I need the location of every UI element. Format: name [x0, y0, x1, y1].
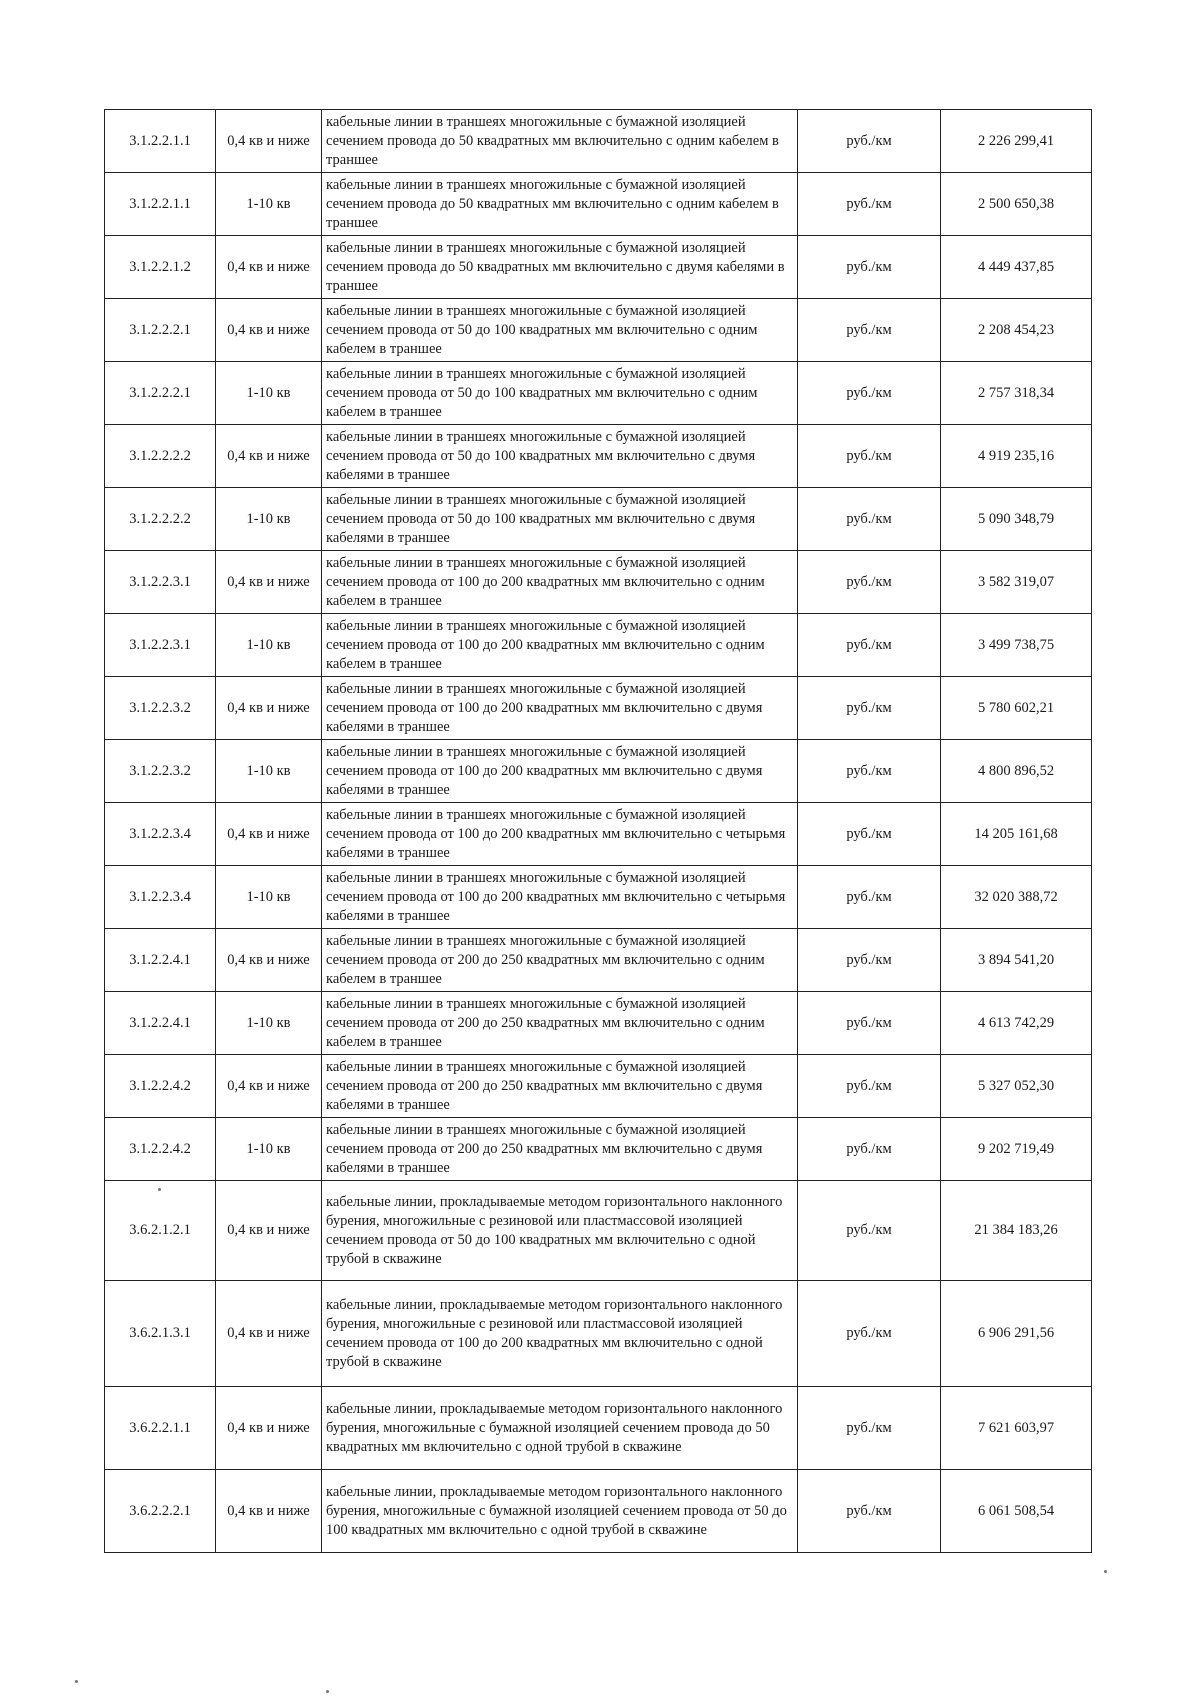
row-voltage: 0,4 кв и ниже [216, 236, 322, 299]
row-description: кабельные линии в траншеях многожильные с бумажной изоляцией сечением провода от 200 до 250 квадратных мм включительно с двумя кабелями в траншее [322, 1055, 798, 1118]
row-description: кабельные линии в траншеях многожильные с бумажной изоляцией сечением провода от 100 до 200 квадратных мм включительно с четырьмя кабелями в траншее [322, 803, 798, 866]
row-unit: руб./км [798, 929, 941, 992]
row-code: 3.1.2.2.4.2 [105, 1055, 216, 1118]
row-voltage: 0,4 кв и ниже [216, 1055, 322, 1118]
row-code: 3.1.2.2.3.1 [105, 614, 216, 677]
row-unit: руб./км [798, 1181, 941, 1281]
table-row [105, 1281, 1092, 1387]
row-code: 3.1.2.2.4.2 [105, 1118, 216, 1181]
row-unit: руб./км [798, 614, 941, 677]
row-code: 3.1.2.2.3.2 [105, 677, 216, 740]
row-voltage: 0,4 кв и ниже [216, 1281, 322, 1387]
table-row [105, 1118, 1092, 1181]
row-code: 3.1.2.2.1.2 [105, 236, 216, 299]
row-description: кабельные линии в траншеях многожильные с бумажной изоляцией сечением провода от 200 до 250 квадратных мм включительно с двумя кабелями в траншее [322, 1118, 798, 1181]
row-code: 3.1.2.2.2.2 [105, 488, 216, 551]
row-voltage: 1-10 кв [216, 173, 322, 236]
row-voltage: 0,4 кв и ниже [216, 929, 322, 992]
row-description: кабельные линии в траншеях многожильные с бумажной изоляцией сечением провода от 50 до 100 квадратных мм включительно с двумя кабелями в траншее [322, 425, 798, 488]
table-row [105, 173, 1092, 236]
row-price: 14 205 161,68 [941, 803, 1092, 866]
row-description: кабельные линии, прокладываемые методом горизонтального наклонного бурения, многожильные с резиновой или пластмассовой изоляцией сечением провода от 50 до 100 квадратных мм включительно с одной трубой в скважине [322, 1181, 798, 1281]
row-code: 3.1.2.2.4.1 [105, 992, 216, 1055]
table-row [105, 425, 1092, 488]
row-price: 3 894 541,20 [941, 929, 1092, 992]
row-price: 2 757 318,34 [941, 362, 1092, 425]
row-unit: руб./км [798, 173, 941, 236]
tariff-table-body [105, 110, 1092, 1553]
row-description: кабельные линии в траншеях многожильные с бумажной изоляцией сечением провода от 50 до 100 квадратных мм включительно с одним кабелем в траншее [322, 362, 798, 425]
row-price: 6 061 508,54 [941, 1470, 1092, 1553]
row-code: 3.1.2.2.4.1 [105, 929, 216, 992]
row-code: 3.1.2.2.3.1 [105, 551, 216, 614]
row-description: кабельные линии, прокладываемые методом горизонтального наклонного бурения, многожильные с бумажной изоляцией сечением провода до 50 квадратных мм включительно с одной трубой в скважине [322, 1387, 798, 1470]
row-price: 4 613 742,29 [941, 992, 1092, 1055]
row-price: 7 621 603,97 [941, 1387, 1092, 1470]
row-description: кабельные линии в траншеях многожильные с бумажной изоляцией сечением провода от 100 до 200 квадратных мм включительно с одним кабелем в траншее [322, 551, 798, 614]
row-unit: руб./км [798, 1387, 941, 1470]
row-unit: руб./км [798, 299, 941, 362]
row-code: 3.6.2.2.2.1 [105, 1470, 216, 1553]
row-voltage: 1-10 кв [216, 362, 322, 425]
row-description: кабельные линии в траншеях многожильные с бумажной изоляцией сечением провода от 100 до 200 квадратных мм включительно с четырьмя кабелями в траншее [322, 866, 798, 929]
row-price: 6 906 291,56 [941, 1281, 1092, 1387]
row-price: 5 327 052,30 [941, 1055, 1092, 1118]
row-unit: руб./км [798, 866, 941, 929]
row-code: 3.1.2.2.2.2 [105, 425, 216, 488]
row-unit: руб./км [798, 110, 941, 173]
row-voltage: 0,4 кв и ниже [216, 1470, 322, 1553]
row-voltage: 0,4 кв и ниже [216, 803, 322, 866]
row-unit: руб./км [798, 677, 941, 740]
table-row [105, 929, 1092, 992]
row-price: 5 090 348,79 [941, 488, 1092, 551]
row-description: кабельные линии, прокладываемые методом горизонтального наклонного бурения, многожильные с резиновой или пластмассовой изоляцией сечением провода от 100 до 200 квадратных мм включительно с одной трубой в скважине [322, 1281, 798, 1387]
row-price: 5 780 602,21 [941, 677, 1092, 740]
row-code: 3.1.2.2.2.1 [105, 299, 216, 362]
table-row [105, 1181, 1092, 1281]
table-row [105, 110, 1092, 173]
row-voltage: 1-10 кв [216, 866, 322, 929]
row-voltage: 1-10 кв [216, 614, 322, 677]
row-unit: руб./км [798, 362, 941, 425]
scan-speck [326, 1690, 329, 1693]
row-unit: руб./км [798, 992, 941, 1055]
row-price: 3 582 319,07 [941, 551, 1092, 614]
row-unit: руб./км [798, 1055, 941, 1118]
row-price: 4 449 437,85 [941, 236, 1092, 299]
row-description: кабельные линии в траншеях многожильные с бумажной изоляцией сечением провода до 50 квадратных мм включительно с одним кабелем в траншее [322, 173, 798, 236]
row-code: 3.1.2.2.3.2 [105, 740, 216, 803]
row-description: кабельные линии в траншеях многожильные с бумажной изоляцией сечением провода от 50 до 100 квадратных мм включительно с двумя кабелями в траншее [322, 488, 798, 551]
table-row [105, 866, 1092, 929]
row-voltage: 0,4 кв и ниже [216, 551, 322, 614]
row-price: 4 919 235,16 [941, 425, 1092, 488]
row-unit: руб./км [798, 551, 941, 614]
table-row [105, 551, 1092, 614]
row-unit: руб./км [798, 1470, 941, 1553]
table-row [105, 299, 1092, 362]
row-code: 3.1.2.2.2.1 [105, 362, 216, 425]
row-unit: руб./км [798, 1118, 941, 1181]
row-price: 3 499 738,75 [941, 614, 1092, 677]
row-description: кабельные линии в траншеях многожильные с бумажной изоляцией сечением провода от 100 до 200 квадратных мм включительно с двумя кабелями в траншее [322, 677, 798, 740]
row-voltage: 0,4 кв и ниже [216, 299, 322, 362]
row-voltage: 0,4 кв и ниже [216, 1181, 322, 1281]
table-row [105, 992, 1092, 1055]
table-row [105, 1470, 1092, 1553]
row-unit: руб./км [798, 1281, 941, 1387]
row-voltage: 0,4 кв и ниже [216, 425, 322, 488]
row-price: 2 226 299,41 [941, 110, 1092, 173]
row-code: 3.1.2.2.1.1 [105, 173, 216, 236]
row-voltage: 0,4 кв и ниже [216, 110, 322, 173]
row-description: кабельные линии в траншеях многожильные с бумажной изоляцией сечением провода до 50 квадратных мм включительно с двумя кабелями в траншее [322, 236, 798, 299]
row-description: кабельные линии в траншеях многожильные с бумажной изоляцией сечением провода от 200 до 250 квадратных мм включительно с одним кабелем в траншее [322, 929, 798, 992]
row-price: 4 800 896,52 [941, 740, 1092, 803]
table-row [105, 236, 1092, 299]
table-row [105, 1055, 1092, 1118]
row-code: 3.1.2.2.3.4 [105, 866, 216, 929]
scan-speck [75, 1680, 78, 1683]
row-voltage: 0,4 кв и ниже [216, 1387, 322, 1470]
table-row [105, 614, 1092, 677]
row-code: 3.1.2.2.3.4 [105, 803, 216, 866]
row-unit: руб./км [798, 803, 941, 866]
row-description: кабельные линии в траншеях многожильные с бумажной изоляцией сечением провода до 50 квадратных мм включительно с одним кабелем в траншее [322, 110, 798, 173]
table-row [105, 1387, 1092, 1470]
table-row [105, 677, 1092, 740]
row-unit: руб./км [798, 740, 941, 803]
table-row [105, 488, 1092, 551]
row-description: кабельные линии в траншеях многожильные с бумажной изоляцией сечением провода от 50 до 100 квадратных мм включительно с одним кабелем в траншее [322, 299, 798, 362]
row-description: кабельные линии в траншеях многожильные с бумажной изоляцией сечением провода от 200 до 250 квадратных мм включительно с одним кабелем в траншее [322, 992, 798, 1055]
table-row [105, 803, 1092, 866]
row-price: 2 500 650,38 [941, 173, 1092, 236]
table-row [105, 740, 1092, 803]
row-voltage: 1-10 кв [216, 1118, 322, 1181]
row-price: 2 208 454,23 [941, 299, 1092, 362]
row-price: 32 020 388,72 [941, 866, 1092, 929]
row-unit: руб./км [798, 425, 941, 488]
row-code: 3.1.2.2.1.1 [105, 110, 216, 173]
row-voltage: 1-10 кв [216, 488, 322, 551]
tariff-table [104, 109, 1092, 1553]
row-price: 9 202 719,49 [941, 1118, 1092, 1181]
row-unit: руб./км [798, 236, 941, 299]
row-code: 3.6.2.1.3.1 [105, 1281, 216, 1387]
row-unit: руб./км [798, 488, 941, 551]
row-voltage: 0,4 кв и ниже [216, 677, 322, 740]
row-code: 3.6.2.1.2.1 [105, 1181, 216, 1281]
row-price: 21 384 183,26 [941, 1181, 1092, 1281]
table-row [105, 362, 1092, 425]
row-description: кабельные линии, прокладываемые методом горизонтального наклонного бурения, многожильные с бумажной изоляцией сечением провода от 50 до 100 квадратных мм включительно с одной трубой в скважине [322, 1470, 798, 1553]
scan-speck [1104, 1570, 1107, 1573]
row-description: кабельные линии в траншеях многожильные с бумажной изоляцией сечением провода от 100 до 200 квадратных мм включительно с двумя кабелями в траншее [322, 740, 798, 803]
row-code: 3.6.2.2.1.1 [105, 1387, 216, 1470]
row-description: кабельные линии в траншеях многожильные с бумажной изоляцией сечением провода от 100 до 200 квадратных мм включительно с одним кабелем в траншее [322, 614, 798, 677]
scan-speck [158, 1188, 161, 1191]
row-voltage: 1-10 кв [216, 992, 322, 1055]
row-voltage: 1-10 кв [216, 740, 322, 803]
